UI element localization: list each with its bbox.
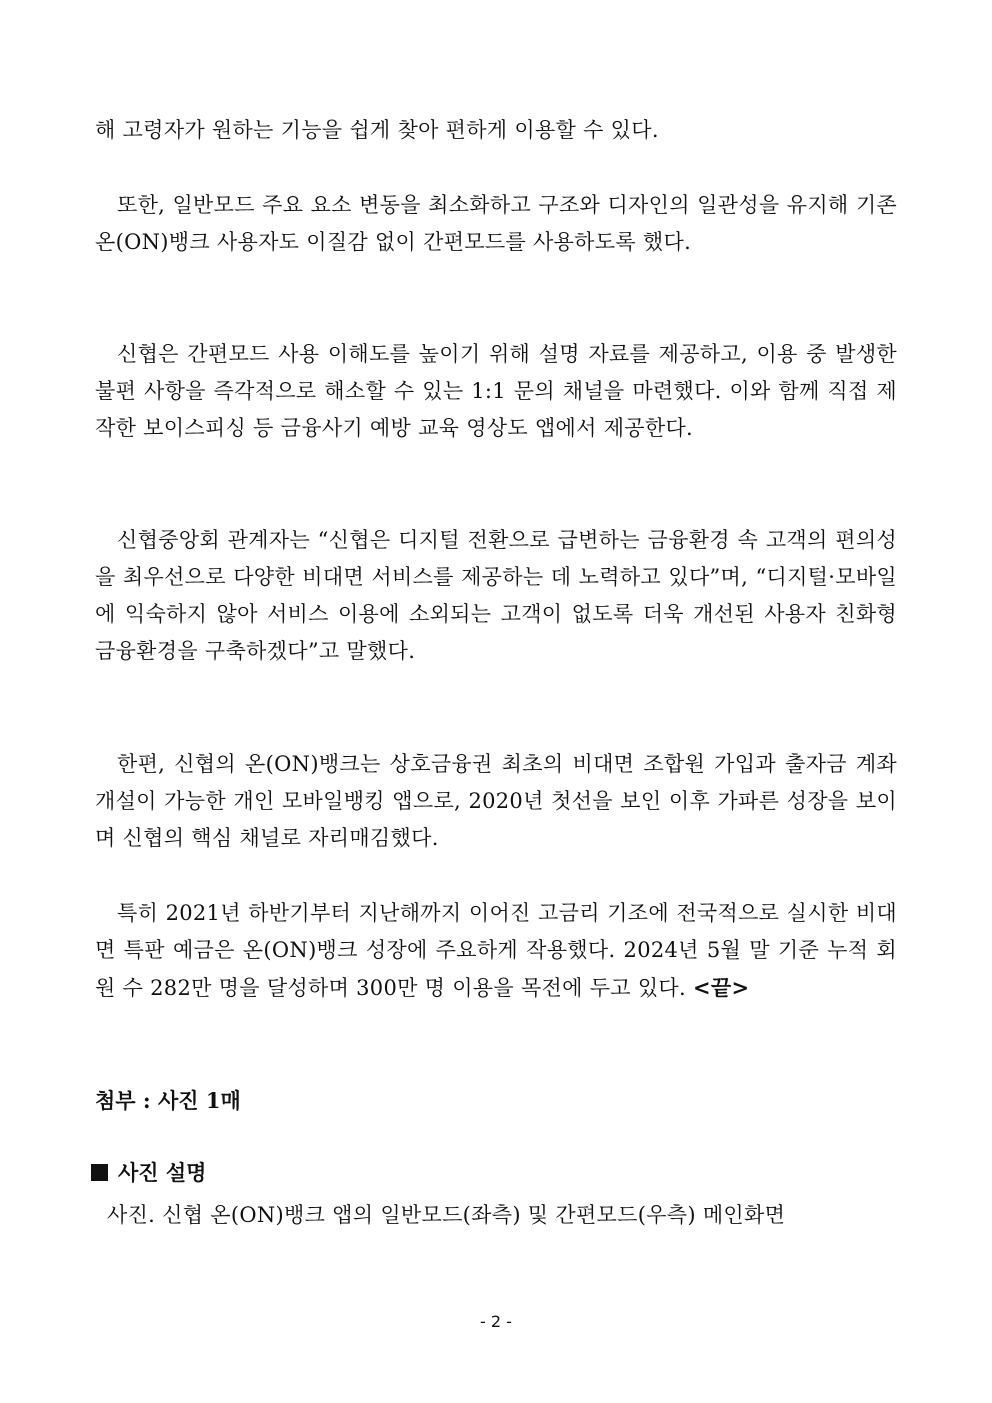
black-square-bullet-icon <box>91 1164 108 1181</box>
paragraph-4: 신협중앙회 관계자는 “신협은 디지털 전환으로 급변하는 금융환경 속 고객의 편의성을 최우선으로 다양한 비대면 서비스를 제공하는 데 노력하고 있다”며, “디지털·모바일에 익숙하지 않아 서비스 이용에 소외되는 고객이 없도록 더욱 개선된 사용자 친화형 금융환경을 구축하겠다”고 말했다. <box>95 528 897 663</box>
paragraph-2: 또한, 일반모드 주요 요소 변동을 최소화하고 구조와 디자인의 일관성을 유지해 기존 온(ON)뱅크 사용자도 이질감 없이 간편모드를 사용하도록 했다. <box>95 193 897 254</box>
photo-section-heading <box>91 1157 206 1189</box>
paragraph-5: 한편, 신협의 온(ON)뱅크는 상호금융권 최초의 비대면 조합원 가입과 출자금 계좌 개설이 가능한 개인 모바일뱅킹 앱으로, 2020년 첫선을 보인 이후 가파른 성장을 보이며 신협의 핵심 채널로 자리매김했다. <box>95 752 897 850</box>
photo-caption: 사진. 신협 온(ON)뱅크 앱의 일반모드(좌측) 및 간편모드(우측) 메인화면 <box>107 1203 786 1227</box>
page-number: - 2 - <box>480 1312 512 1331</box>
paragraph-1: 해 고령자가 원하는 기능을 쉽게 찾아 편하게 이용할 수 있다. <box>95 118 659 142</box>
end-marker: <끝> <box>692 975 750 1000</box>
attachment-line: 첨부 : 사진 1매 <box>95 1088 241 1113</box>
paragraph-6-text: 특히 2021년 하반기부터 지난해까지 이어진 고금리 기조에 전국적으로 실시한 비대면 특판 예금은 온(ON)뱅크 성장에 주요하게 작용했다. 2024년 5월 말 기준 누적 회원 수 282만 명을 달성하며 300만 명 이용을 목전에 두고 있다. <box>95 901 897 1000</box>
photo-section-title: 사진 설명 <box>118 1160 207 1185</box>
paragraph-3: 신협은 간편모드 사용 이해도를 높이기 위해 설명 자료를 제공하고, 이용 중 발생한 불편 사항을 즉각적으로 해소할 수 있는 1:1 문의 채널을 마련했다. 이와 함께 직접 제작한 보이스피싱 등 금융사기 예방 교육 영상도 앱에서 제공한다. <box>95 342 897 440</box>
paragraph-6 <box>95 895 897 1007</box>
